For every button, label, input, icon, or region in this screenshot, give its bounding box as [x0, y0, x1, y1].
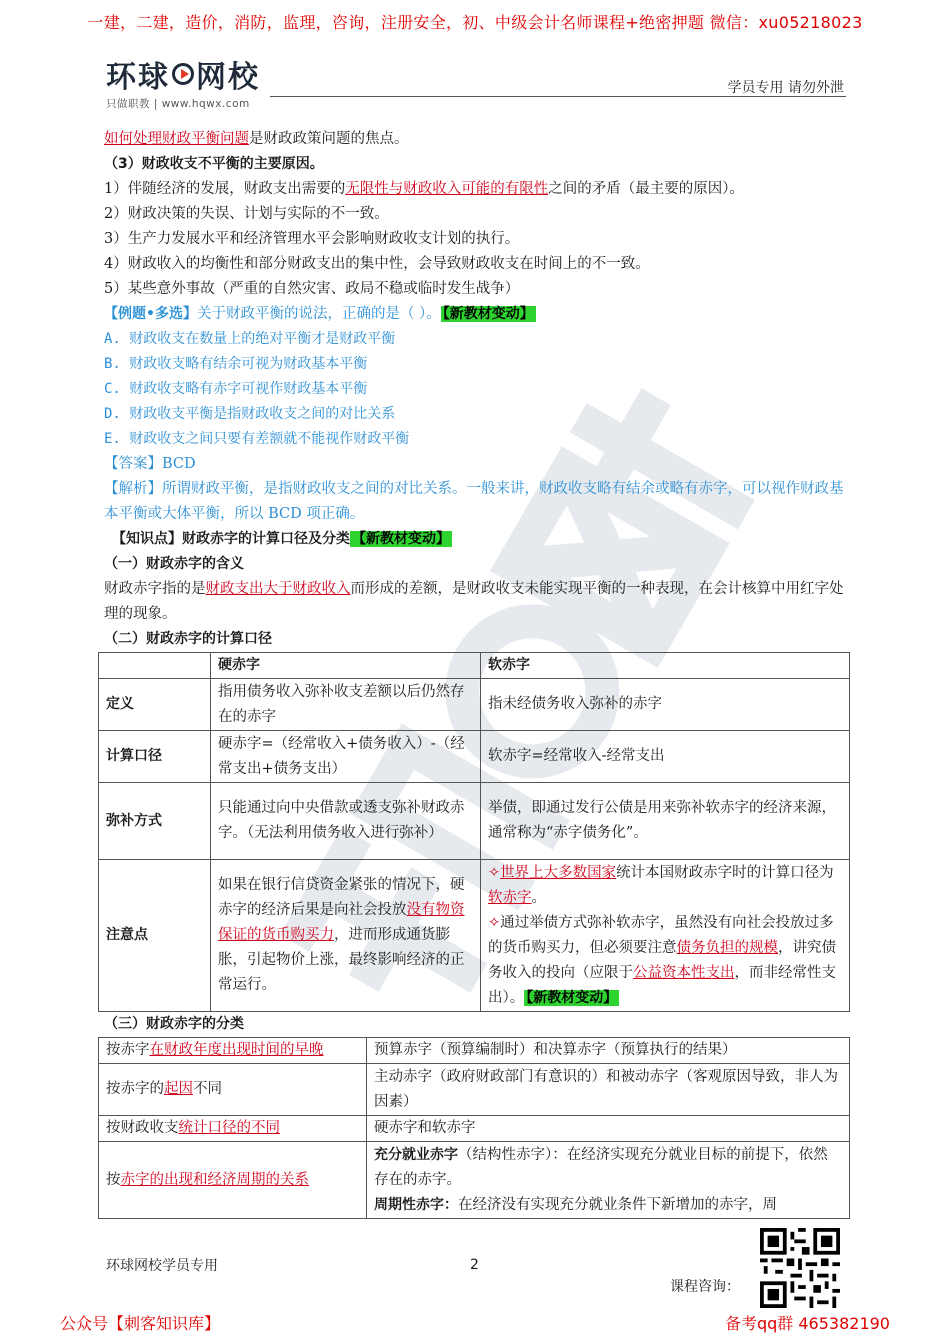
- table-row: [99, 783, 850, 860]
- meaning-pre: 财政赤字指的是: [104, 581, 206, 597]
- meaning-highlight: 财政支出大于财政收入: [205, 581, 351, 597]
- causes-heading: （3）财政收支不平衡的主要原因。: [104, 156, 324, 172]
- example-question-text: 关于财政平衡的说法，正确的是（ ）。: [196, 306, 441, 322]
- cause-1-highlight: 无限性与财政收入可能的有限性: [345, 181, 549, 197]
- r4-pre: 按: [106, 1171, 121, 1188]
- row-label-note: 注意点: [99, 860, 211, 1012]
- r1-highlight: 在财政年度出现时间的早晚: [149, 1042, 324, 1058]
- calc-table-header: [99, 653, 850, 679]
- meaning-heading: （一）财政赤字的含义: [104, 556, 244, 572]
- cause-1: [104, 177, 849, 202]
- answer-value: BCD: [162, 456, 196, 472]
- consult-label: 课程咨询：: [670, 1279, 740, 1295]
- note-soft-b-mid: ，讲究债务收入的投向（应限于: [488, 939, 836, 981]
- table-row: [99, 860, 850, 1012]
- page-number: 2: [470, 1257, 479, 1273]
- cover-soft: 举债，即通过发行公债是用来弥补软赤字的经济来源，通常称为“赤字债务化”。: [481, 783, 850, 860]
- r1-pre: 按赤字: [106, 1042, 150, 1058]
- r4-a-rest: （结构性赤字）：在经济实现充分就业目标的前提下，依然存在的赤字。: [374, 1146, 828, 1188]
- analysis-text: 所谓财政平衡，是指财政收支之间的对比关系。一般来讲，财政收支略有结余或略有赤字，可以视作财政基本平衡或大体平衡，所以 BCD 项正确。: [104, 481, 844, 522]
- wechat-public-account: 公众号【刺客知识库】: [60, 1314, 221, 1333]
- promo-banner: 一建，二建，造价，消防，监理，咨询，注册安全，初、中级会计名师课程+绝密押题 微信：xu05218023: [87, 13, 863, 32]
- cause-2: 2）财政决策的失误、计划与实际的不一致。: [104, 206, 389, 222]
- cause-1-post: 之间的矛盾（最主要的原因）。: [548, 181, 744, 197]
- analysis-tag: 【解析】: [104, 481, 162, 497]
- star-bullet-icon: ✧: [488, 864, 501, 881]
- cause-4: 4）财政收入的均衡性和部分财政支出的集中性，会导致财政收支在时间上的不一致。: [104, 256, 650, 272]
- analysis-paragraph: [104, 477, 849, 527]
- note-soft: [481, 860, 850, 1012]
- r4-b-rest: 在经济没有实现充分就业条件下新增加的赤字，周: [458, 1196, 777, 1213]
- calc-soft: 软赤字=经常收入-经常支出: [481, 731, 850, 783]
- table-row: [99, 1038, 850, 1064]
- qr-code-icon: [760, 1228, 840, 1308]
- classify-r2-label: [99, 1064, 367, 1116]
- note-soft-b-pre: 通过举债方式弥补软赤字，虽然没有向社会投放过多的货币购买力，但必须要注意: [488, 914, 834, 956]
- classify-table: [98, 1037, 850, 1219]
- example-question: [104, 302, 849, 327]
- footer-left: 环球网校学员专用: [106, 1258, 218, 1274]
- option-d: D. 财政收支平衡是指财政收支之间的对比关系: [104, 406, 396, 422]
- classify-r4-value: [367, 1142, 850, 1219]
- answer-line: [104, 452, 849, 477]
- header-divider: [270, 96, 846, 97]
- note-soft-badge: 【新教材变动】: [526, 989, 618, 1006]
- answer-tag: 【答案】: [104, 456, 162, 472]
- logo-name-b: 网校: [196, 60, 260, 95]
- knowledge-title: 【知识点】财政赤字的计算口径及分类: [112, 531, 350, 547]
- cover-hard: 只能通过向中央借款或透支弥补财政赤字。（无法利用债务收入进行弥补）: [211, 783, 481, 860]
- calc-hard: 硬赤字=（经常收入+债务收入）-（经常支出+债务支出）: [211, 731, 481, 783]
- row-label-cover: 弥补方式: [99, 783, 211, 860]
- table-row: [99, 1116, 850, 1142]
- note-soft-a-highlight: 世界上大多数国家: [500, 864, 617, 881]
- table-row: [99, 1064, 850, 1116]
- cause-1-pre: 1）伴随经济的发展，财政支出需要的: [104, 181, 346, 197]
- meaning-paragraph: [104, 577, 849, 627]
- table-row: [99, 731, 850, 783]
- note-hard: [211, 860, 481, 1012]
- r4-a-bold: 充分就业赤字: [374, 1146, 458, 1163]
- r2-pre: 按赤字的: [106, 1081, 164, 1097]
- qq-group: 备考qq群 465382190: [724, 1314, 890, 1333]
- r2-post: 不同: [193, 1081, 222, 1097]
- cause-3: 3）生产力发展水平和经济管理水平会影响财政收支计划的执行。: [104, 231, 520, 247]
- note-hard-highlight: 没有物资保证的货币购买力: [218, 902, 465, 943]
- note-soft-b-highlight2: 公益资本性支出: [633, 964, 735, 981]
- example-tag: 【例题•多选】: [104, 306, 197, 322]
- def-soft: 指未经债务收入弥补的赤字: [481, 679, 850, 731]
- logo-name-a: 环球: [106, 60, 170, 95]
- knowledge-badge: 【新教材变动】: [352, 531, 450, 547]
- option-b: B. 财政收支略有结余可视为财政基本平衡: [104, 356, 368, 372]
- intro-highlight: 如何处理财政平衡问题: [104, 131, 249, 147]
- new-edition-badge: 【新教材变动】: [442, 306, 534, 322]
- classify-r4-label: [99, 1142, 367, 1219]
- option-a: A. 财政收支在数量上的绝对平衡才是财政平衡: [104, 331, 396, 347]
- knowledge-point-heading: [112, 527, 849, 552]
- r4-b-bold: 周期性赤字：: [374, 1196, 458, 1213]
- logo-tagline: 只做职教 | www.hqwx.com: [106, 98, 250, 110]
- note-hard-pre: 如果在银行信贷资金紧张的情况下，硬赤字的经济后果是向社会投放: [218, 877, 465, 918]
- play-icon: [172, 63, 194, 85]
- classify-r2-value: 主动赤字（政府财政部门有意识的）和被动赤字（客观原因导致，非人为因素）: [367, 1064, 850, 1116]
- def-hard: 指用债务收入弥补收支差额以后仍然存在的赤字: [211, 679, 481, 731]
- classify-r3-label: [99, 1116, 367, 1142]
- hqwx-logo: [106, 52, 306, 110]
- cause-5: 5）某些意外事故（严重的自然灾害、政局不稳或临时发生战争）: [104, 281, 520, 297]
- table-row: [99, 1142, 850, 1219]
- note-soft-b-end: ，而非经常性支出）。: [488, 964, 836, 1006]
- calc-heading: （二）财政赤字的计算口径: [104, 631, 272, 647]
- r3-highlight: 统计口径的不同: [178, 1120, 280, 1136]
- note-hard-post: ，进而形成通货膨胀，引起物价上涨，最终影响经济的正常运行。: [218, 927, 465, 993]
- intro-line: [104, 127, 849, 152]
- r3-pre: 按财政收支: [106, 1120, 179, 1136]
- note-soft-b-highlight: 债务负担的规模: [676, 939, 778, 956]
- row-label-definition: 定义: [99, 679, 211, 731]
- star-bullet-icon: ✧: [488, 914, 501, 931]
- calc-table: [98, 652, 850, 1012]
- col-soft: 软赤字: [481, 653, 850, 679]
- option-e: E. 财政收支之间只要有差额就不能视作财政平衡: [104, 431, 410, 447]
- classify-r3-value: 硬赤字和软赤字: [367, 1116, 850, 1142]
- table-row: [99, 679, 850, 731]
- note-soft-a-mid: 统计本国财政赤字时的计算口径为: [616, 864, 834, 881]
- document-body: [104, 127, 849, 1219]
- header-notice: 学员专用 请勿外泄: [727, 80, 844, 96]
- intro-rest: 是财政政策问题的焦点。: [249, 131, 409, 147]
- note-soft-a-highlight2: 软赤字: [488, 889, 532, 906]
- classify-r1-label: [99, 1038, 367, 1064]
- classify-heading: （三）财政赤字的分类: [104, 1016, 244, 1032]
- note-soft-a-end: 。: [531, 889, 546, 906]
- option-c: C. 财政收支略有赤字可视作财政基本平衡: [104, 381, 368, 397]
- row-label-calc: 计算口径: [99, 731, 211, 783]
- r2-highlight: 起因: [164, 1081, 193, 1097]
- meaning-post: 而形成的差额，是财政收支未能实现平衡的一种表现，在会计核算中用红字处理的现象。: [104, 581, 844, 622]
- classify-r1-value: 预算赤字（预算编制时）和决算赤字（预算执行的结果）: [367, 1038, 850, 1064]
- r4-highlight: 赤字的出现和经济周期的关系: [120, 1171, 309, 1188]
- col-hard: 硬赤字: [211, 653, 481, 679]
